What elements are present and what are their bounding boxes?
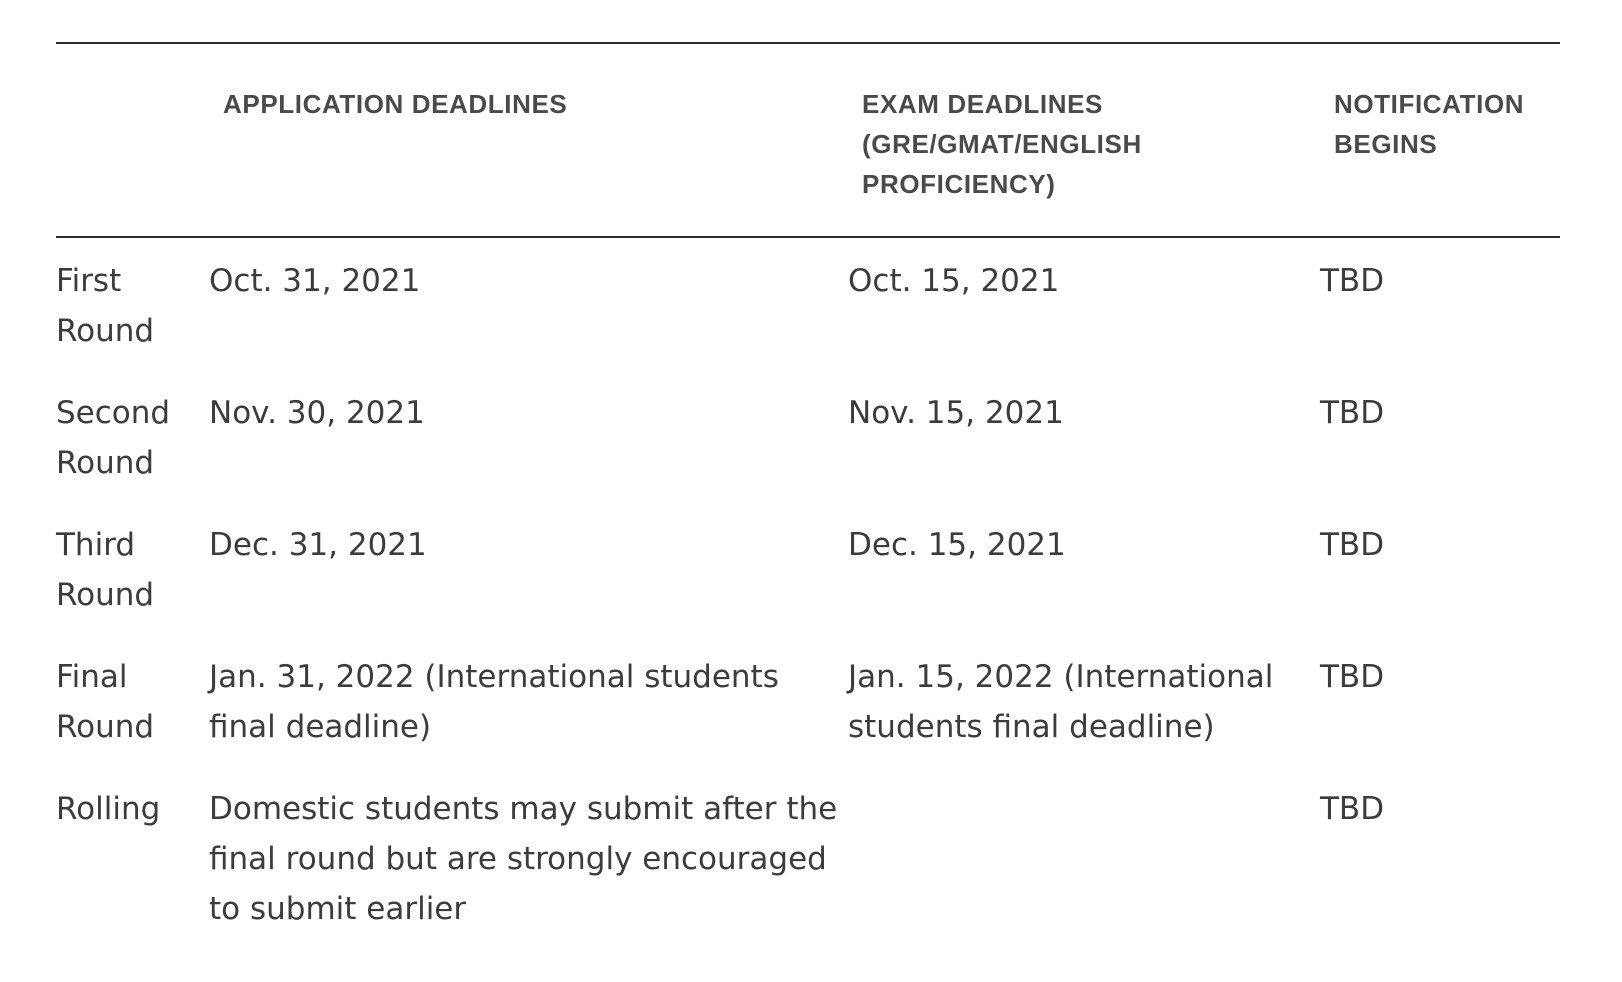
application-deadline-cell: Oct. 31, 2021 [209,263,421,299]
exam-deadline-cell: Oct. 15, 2021 [848,263,1060,299]
table-row [56,634,1560,766]
header-exam-deadlines: EXAM DEADLINES (GRE/GMAT/ENGLISH PROFICIENCY) [862,89,1142,199]
round-cell: Rolling [56,791,161,827]
table-row [56,766,1560,946]
notification-cell: TBD [1320,395,1385,431]
round-cell: First Round [56,263,155,349]
notification-cell: TBD [1320,263,1385,299]
application-deadline-cell: Domestic students may submit after the final round but are strongly encouraged to submit earlier [209,791,838,927]
application-deadline-cell: Jan. 31, 2022 (International students final deadline) [209,659,779,745]
exam-deadline-cell: Dec. 15, 2021 [848,527,1066,563]
exam-deadline-cell: Jan. 15, 2022 (International students final deadline) [848,659,1274,745]
round-cell: Second Round [56,395,171,481]
round-cell: Final Round [56,659,155,745]
notification-cell: TBD [1320,527,1385,563]
table-row [56,502,1560,634]
round-cell: Third Round [56,527,155,613]
table-row [56,370,1560,502]
notification-cell: TBD [1320,659,1385,695]
exam-deadline-cell: Nov. 15, 2021 [848,395,1064,431]
application-deadline-cell: Dec. 31, 2021 [209,527,427,563]
table-row [56,238,1560,370]
application-deadline-cell: Nov. 30, 2021 [209,395,425,431]
table-header-row [56,44,1560,238]
notification-cell: TBD [1320,791,1385,827]
header-application-deadlines: APPLICATION DEADLINES [223,89,568,119]
header-notification-begins: NOTIFICATION BEGINS [1334,89,1525,159]
deadlines-table [56,42,1560,946]
